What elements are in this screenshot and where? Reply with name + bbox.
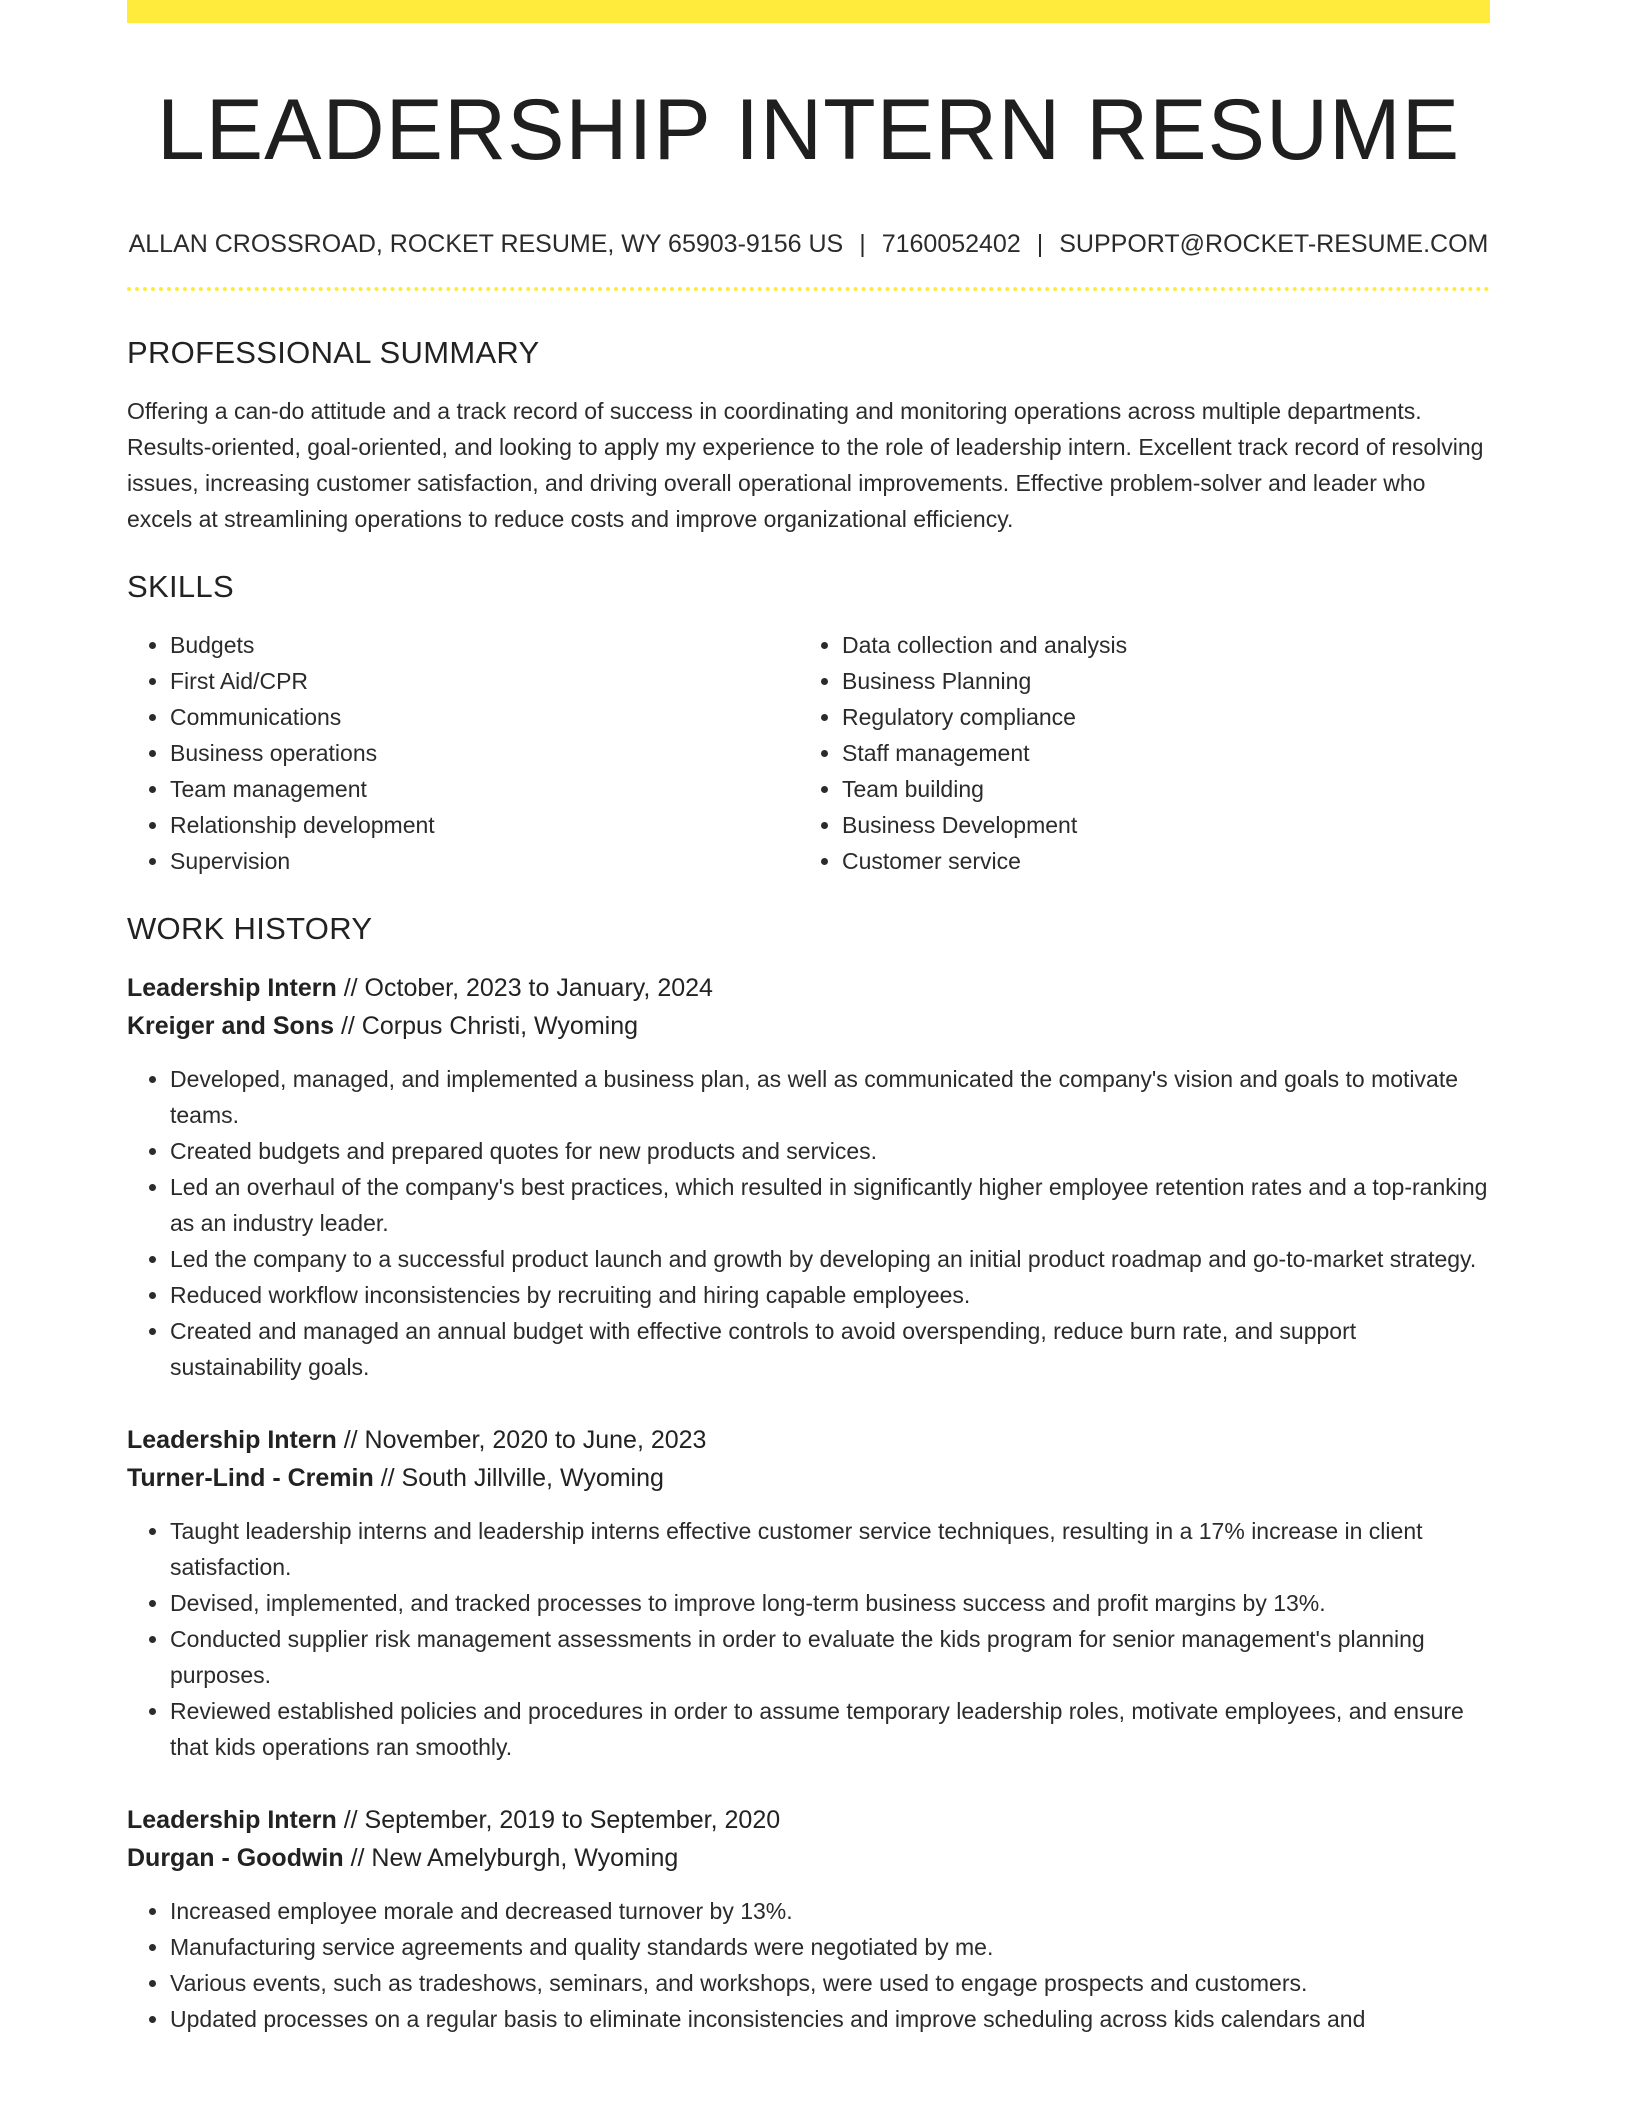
job-location: // Corpus Christi, Wyoming <box>334 1012 639 1040</box>
job-bullet: • Taught leadership interns and leadership interns effective customer service techniques, resulting in a 17% increase in client satisfaction. <box>170 1513 1490 1585</box>
skill-item: • Team building <box>842 771 1471 807</box>
skills-list-right <box>799 627 1471 879</box>
job-dates: // November, 2020 to June, 2023 <box>336 1426 707 1454</box>
job-company-line <box>127 1839 1490 1877</box>
job-title-line <box>127 1801 1490 1839</box>
skill-item: • Relationship development <box>170 807 799 843</box>
job-title: Leadership Intern <box>127 1426 337 1454</box>
job-title-line <box>127 1421 1490 1459</box>
job-bullet: • Updated processes on a regular basis to eliminate inconsistencies and improve scheduling across kids calendars and <box>170 2001 1490 2037</box>
skill-item: • First Aid/CPR <box>170 663 799 699</box>
job-location: // New Amelyburgh, Wyoming <box>343 1844 679 1872</box>
job-bullets <box>127 1513 1490 1765</box>
job-company: Kreiger and Sons <box>127 1012 334 1040</box>
job-bullet: • Various events, such as tradeshows, seminars, and workshops, were used to engage prospects and customers. <box>170 1965 1490 2001</box>
job-bullet: • Created and managed an annual budget with effective controls to avoid overspending, reduce burn rate, and support sustainability goals. <box>170 1313 1490 1385</box>
contact-address: ALLAN CROSSROAD, ROCKET RESUME, WY 65903-9156 US <box>128 230 844 258</box>
job-bullet: • Manufacturing service agreements and quality standards were negotiated by me. <box>170 1929 1490 1965</box>
skill-item: • Staff management <box>842 735 1471 771</box>
job-bullet: • Reviewed established policies and procedures in order to assume temporary leadership roles, motivate employees, and ensure that kids operations ran smoothly. <box>170 1693 1490 1765</box>
job-entry <box>127 1801 1490 2037</box>
summary-heading: PROFESSIONAL SUMMARY <box>127 335 540 370</box>
job-location: // South Jillville, Wyoming <box>373 1464 664 1492</box>
work-history-heading: WORK HISTORY <box>127 911 373 946</box>
job-title: Leadership Intern <box>127 974 337 1002</box>
job-company-line <box>127 1459 1490 1497</box>
skills-heading: SKILLS <box>127 569 234 604</box>
contact-separator: | <box>859 230 866 258</box>
contact-line <box>127 227 1490 261</box>
skill-item: • Supervision <box>170 843 799 879</box>
summary-text: Offering a can-do attitude and a track record of success in coordinating and monitoring operations across multiple departments. Results-oriented, goal-oriented, and looking to apply my experience to the role of leadership intern. Excellent track record of resolving issues, increasing customer satisfaction, and driving overall operational improvements. Effective problem-solver and leader who excels at streamlining operations to reduce costs and improve organizational efficiency. <box>127 398 1484 532</box>
skill-item: • Business Planning <box>842 663 1471 699</box>
job-bullet: • Increased employee morale and decreased turnover by 13%. <box>170 1893 1490 1929</box>
job-bullet: • Conducted supplier risk management assessments in order to evaluate the kids program for senior management's planning purposes. <box>170 1621 1490 1693</box>
job-company-line <box>127 1007 1490 1045</box>
job-company: Turner-Lind - Cremin <box>127 1464 374 1492</box>
resume-content <box>127 0 1490 2037</box>
skills-list-left <box>127 627 799 879</box>
contact-phone[interactable]: 7160052402 <box>881 230 1021 258</box>
skill-item: • Business operations <box>170 735 799 771</box>
job-title: Leadership Intern <box>127 1806 337 1834</box>
job-bullets <box>127 1893 1490 2037</box>
job-entry <box>127 1421 1490 1765</box>
skill-item: • Data collection and analysis <box>842 627 1471 663</box>
job-bullet: • Led the company to a successful product launch and growth by developing an initial product roadmap and go-to-market strategy. <box>170 1241 1490 1277</box>
skill-item: • Regulatory compliance <box>842 699 1471 735</box>
job-company: Durgan - Goodwin <box>127 1844 344 1872</box>
job-bullet: • Reduced workflow inconsistencies by recruiting and hiring capable employees. <box>170 1277 1490 1313</box>
skill-item: • Communications <box>170 699 799 735</box>
job-entry <box>127 969 1490 1385</box>
job-bullet: • Devised, implemented, and tracked processes to improve long-term business success and profit margins by 13%. <box>170 1585 1490 1621</box>
job-dates: // September, 2019 to September, 2020 <box>336 1806 781 1834</box>
skills-columns <box>127 627 1490 879</box>
resume-title: LEADERSHIP INTERN RESUME <box>156 82 1461 178</box>
skill-item: • Business Development <box>842 807 1471 843</box>
job-dates: // October, 2023 to January, 2024 <box>336 974 713 1002</box>
contact-email[interactable]: SUPPORT@ROCKET-RESUME.COM <box>1059 230 1489 258</box>
contact-separator: | <box>1036 230 1044 258</box>
job-title-line <box>127 969 1490 1007</box>
job-bullets <box>127 1061 1490 1385</box>
skill-item: • Customer service <box>842 843 1471 879</box>
job-bullet: • Developed, managed, and implemented a business plan, as well as communicated the company's vision and goals to motivate teams. <box>170 1061 1490 1133</box>
dotted-divider <box>127 287 1490 291</box>
job-bullet: • Created budgets and prepared quotes for new products and services. <box>170 1133 1490 1169</box>
skill-item: • Budgets <box>170 627 799 663</box>
job-bullet: • Led an overhaul of the company's best practices, which resulted in significantly higher employee retention rates and a top-ranking as an industry leader. <box>170 1169 1490 1241</box>
skill-item: • Team management <box>170 771 799 807</box>
